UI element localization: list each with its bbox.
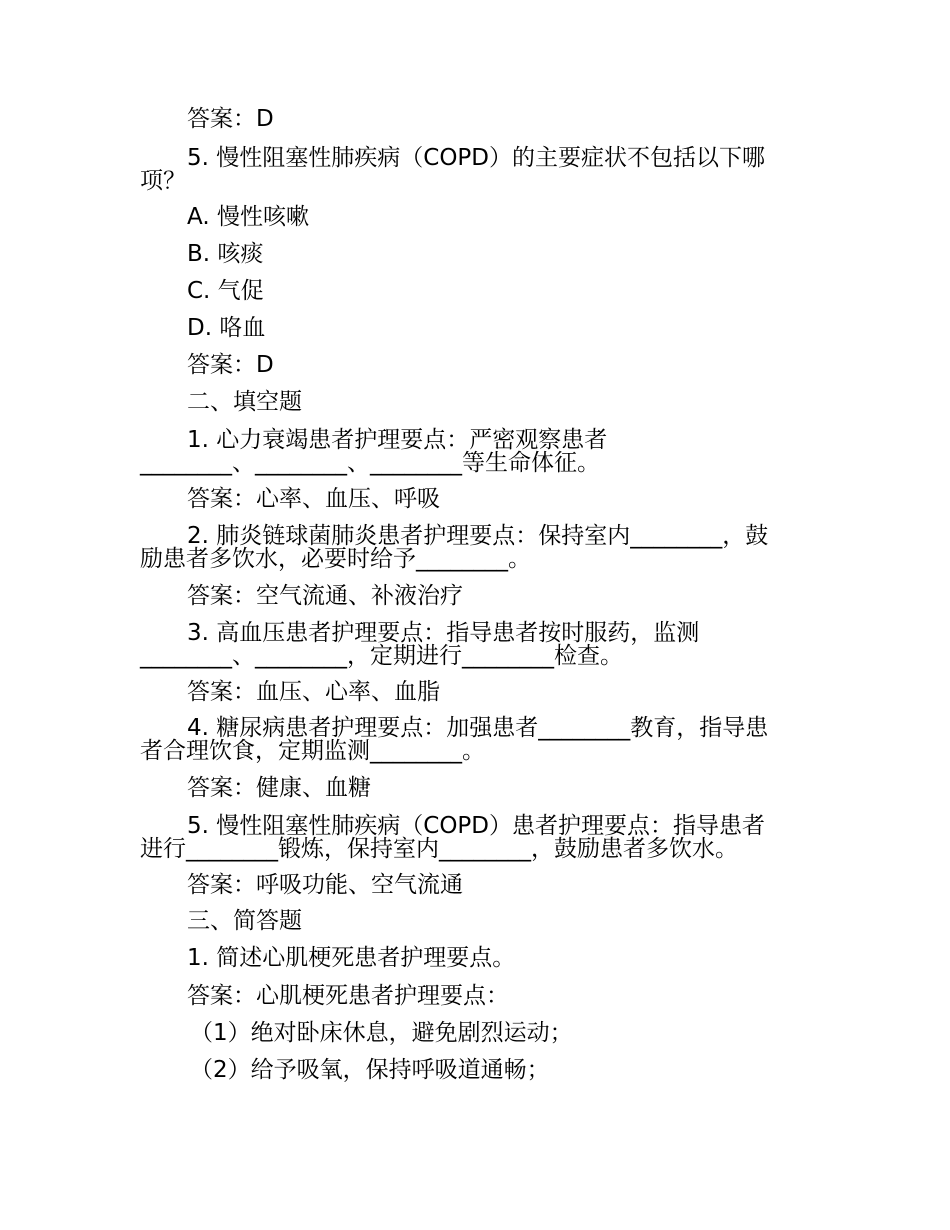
question-line-continued: 者合理饮食，定期监测________。 <box>140 738 485 764</box>
option-b: B. 咳痰 <box>187 241 264 267</box>
question-line: 1. 简述心肌梗死患者护理要点。 <box>187 945 516 971</box>
answer-point: （2）给予吸氧，保持呼吸道通畅； <box>190 1057 550 1083</box>
option-d: D. 咯血 <box>187 315 266 341</box>
answer-point: （1）绝对卧床休息，避免剧烈运动； <box>190 1020 573 1046</box>
question-line: 3. 高血压患者护理要点：指导患者按时服药，监测 <box>187 620 700 646</box>
answer-line: 答案：心率、血压、呼吸 <box>187 486 440 512</box>
answer-line: 答案：健康、血糖 <box>187 775 371 801</box>
question-line: 5. 慢性阻塞性肺疾病（COPD）的主要症状不包括以下哪 <box>187 145 765 171</box>
question-line-continued: ________、________，定期进行________检查。 <box>140 643 623 669</box>
question-line: 5. 慢性阻塞性肺疾病（COPD）患者护理要点：指导患者 <box>187 813 765 839</box>
section-heading-short-answer: 三、简答题 <box>187 908 302 934</box>
option-a: A. 慢性咳嗽 <box>187 204 309 230</box>
answer-line: 答案：血压、心率、血脂 <box>187 679 440 705</box>
answer-line: 答案：D <box>187 352 274 378</box>
question-line: 4. 糖尿病患者护理要点：加强患者________教育，指导患 <box>187 715 769 741</box>
question-line-continued: 进行________锻炼，保持室内________，鼓励患者多饮水。 <box>140 836 738 862</box>
answer-line: 答案：空气流通、补液治疗 <box>187 583 463 609</box>
question-line-continued: 励患者多饮水，必要时给予________。 <box>140 546 531 572</box>
answer-line: 答案：呼吸功能、空气流通 <box>187 872 463 898</box>
question-line: 1. 心力衰竭患者护理要点：严密观察患者 <box>187 427 608 453</box>
question-line-continued: ________、________、________等生命体征。 <box>140 450 600 476</box>
answer-line: 答案：D <box>187 106 274 132</box>
question-line-continued: 项？ <box>140 168 186 194</box>
question-line: 2. 肺炎链球菌肺炎患者护理要点：保持室内________，鼓 <box>187 523 769 549</box>
section-heading-fill-blank: 二、填空题 <box>187 389 302 415</box>
option-c: C. 气促 <box>187 278 264 304</box>
answer-line: 答案：心肌梗死患者护理要点： <box>187 983 509 1009</box>
